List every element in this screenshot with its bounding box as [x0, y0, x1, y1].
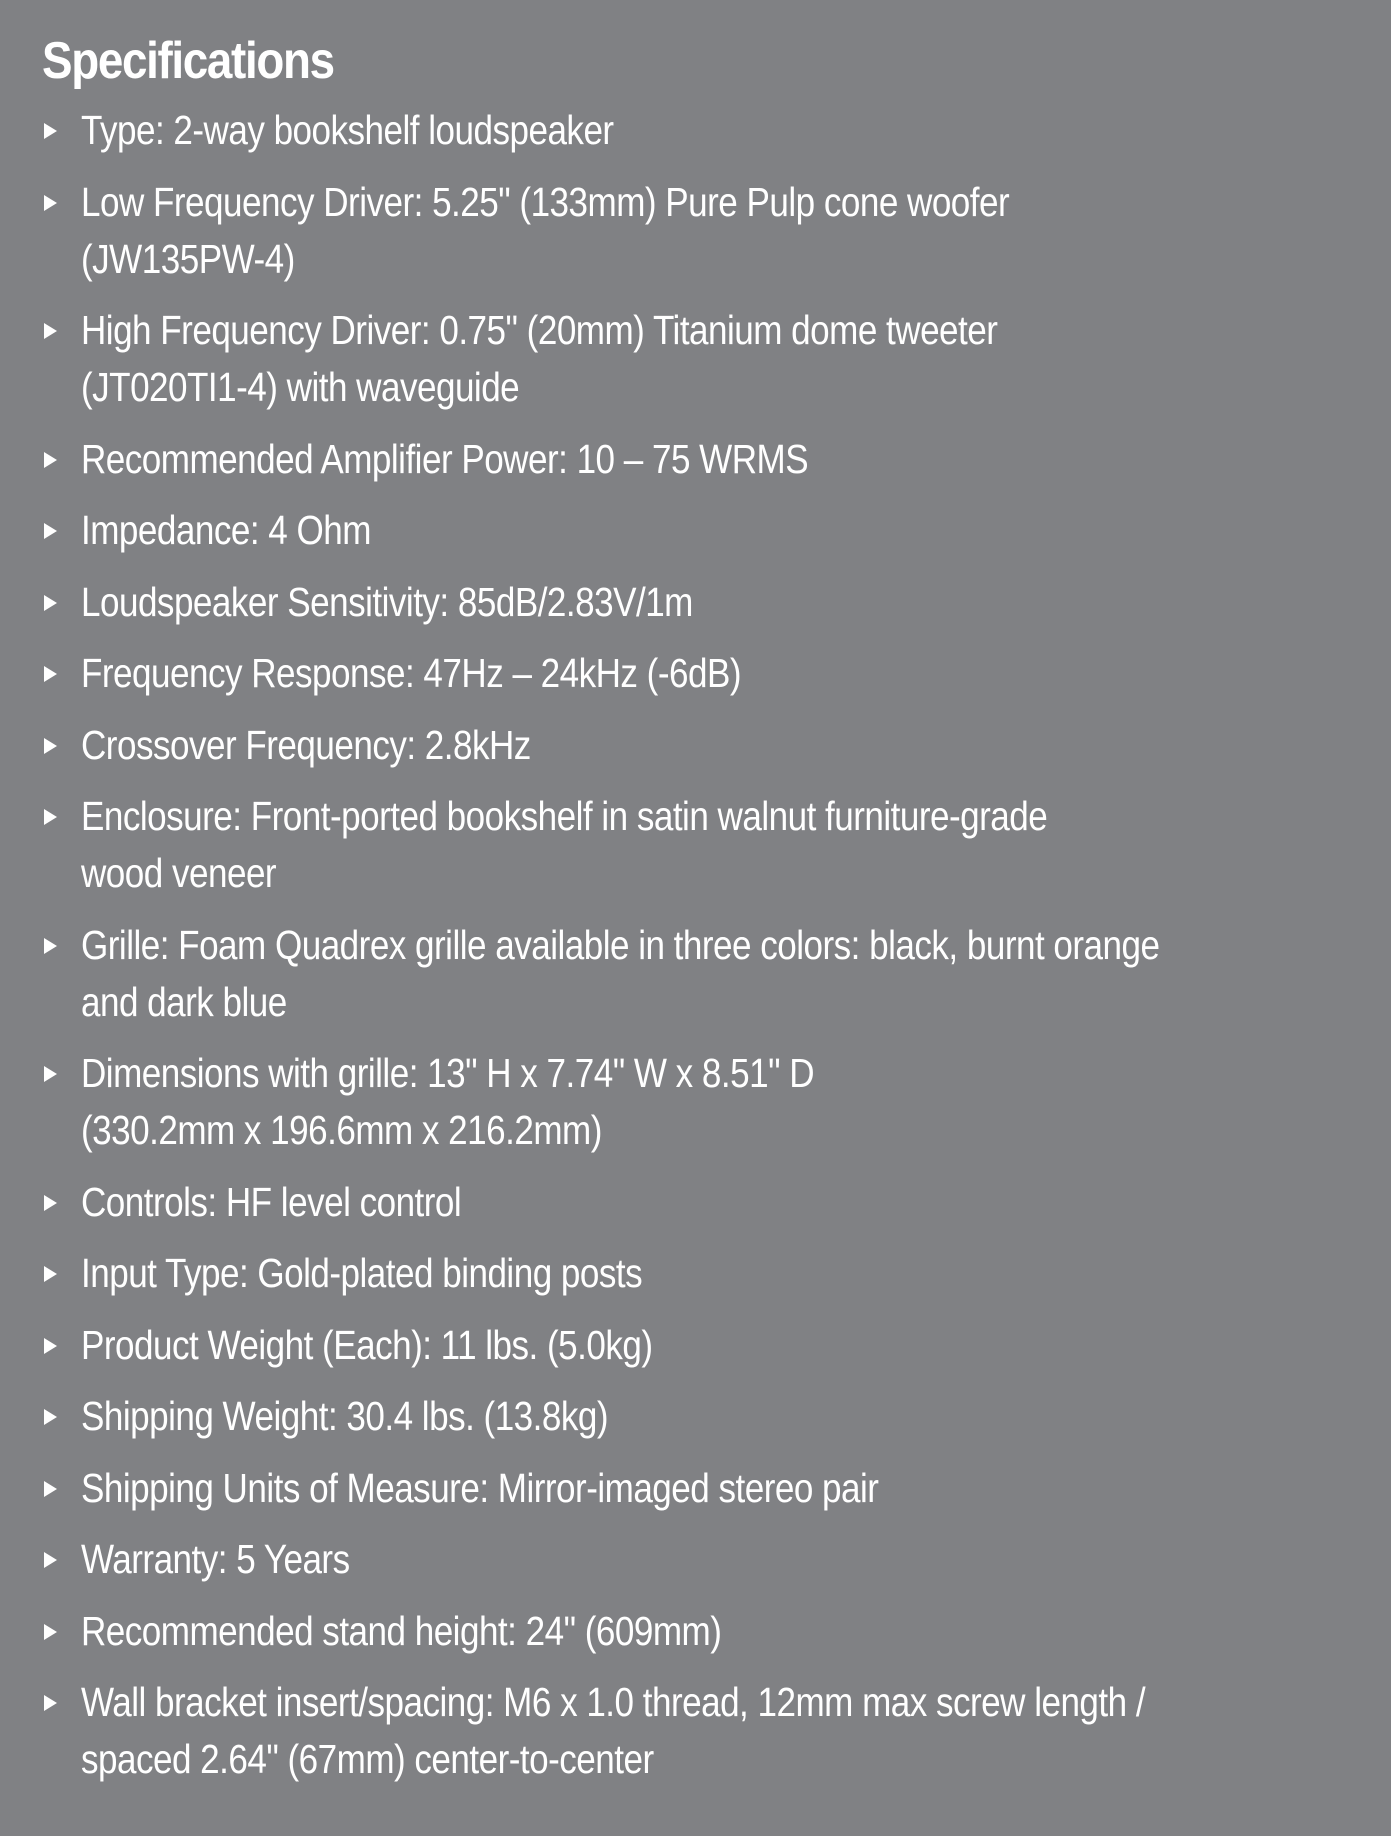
spec-text: [81, 645, 1141, 702]
spec-item: [42, 1174, 1351, 1231]
triangle-right-icon: [44, 666, 57, 682]
spec-line: (330.2mm x 196.6mm x 216.2mm): [81, 1107, 602, 1153]
triangle-right-icon: [44, 523, 57, 539]
spec-text: [81, 717, 1141, 774]
triangle-right-icon: [44, 809, 57, 825]
spec-text: [81, 1317, 1141, 1374]
spec-line: Enclosure: Front-ported bookshelf in satin walnut furniture-grade: [81, 793, 1048, 839]
spec-item: [42, 1603, 1351, 1660]
triangle-right-icon: [44, 1338, 57, 1354]
spec-text: [81, 302, 1141, 416]
spec-item: [42, 302, 1351, 416]
spec-text: [81, 102, 1141, 159]
spec-line: Crossover Frequency: 2.8kHz: [81, 721, 531, 768]
spec-text: [81, 574, 1141, 631]
spec-line: Warranty: 5 Years: [81, 1536, 350, 1582]
triangle-right-icon: [44, 1066, 57, 1082]
triangle-right-icon: [44, 323, 57, 339]
spec-text: [81, 1245, 1141, 1302]
triangle-right-icon: [44, 1695, 57, 1711]
spec-line: Loudspeaker Sensitivity: 85dB/2.83V/1m: [81, 578, 693, 625]
spec-line: Frequency Response: 47Hz – 24kHz (-6dB): [81, 650, 741, 696]
spec-line: Dimensions with grille: 13" H x 7.74" W x 8.51" D: [81, 1050, 815, 1096]
spec-line: Recommended stand height: 24" (609mm): [81, 1607, 722, 1654]
spec-item: [42, 431, 1351, 488]
spec-item: [42, 1317, 1351, 1374]
spec-line: Type: 2-way bookshelf loudspeaker: [81, 107, 614, 153]
spec-text: [81, 1174, 1141, 1231]
spec-text: [81, 1603, 1141, 1660]
spec-item: [42, 1460, 1351, 1517]
page-title: Specifications: [42, 32, 334, 90]
spec-line: (JW135PW-4): [81, 235, 295, 282]
spec-line: spaced 2.64" (67mm) center-to-center: [81, 1736, 654, 1782]
triangle-right-icon: [44, 1624, 57, 1640]
spec-line: and dark blue: [81, 978, 287, 1025]
spec-line: (JT020TI1-4) with waveguide: [81, 364, 520, 410]
spec-line: Shipping Units of Measure: Mirror-imaged stereo pair: [81, 1464, 879, 1511]
spec-item: [42, 574, 1351, 631]
triangle-right-icon: [44, 1552, 57, 1568]
spec-line: Low Frequency Driver: 5.25" (133mm) Pure Pulp cone woofer: [81, 178, 1010, 225]
spec-line: Wall bracket insert/spacing: M6 x 1.0 thread, 12mm max screw length /: [81, 1679, 1146, 1725]
triangle-right-icon: [44, 123, 57, 139]
spec-line: Input Type: Gold-plated binding posts: [81, 1250, 643, 1296]
spec-line: Product Weight (Each): 11 lbs. (5.0kg): [81, 1321, 653, 1368]
spec-text: [81, 1045, 1141, 1159]
spec-item: [42, 917, 1351, 1031]
spec-text: [81, 788, 1141, 902]
triangle-right-icon: [44, 452, 57, 468]
spec-text: [81, 1460, 1141, 1517]
spec-text: [81, 1674, 1146, 1788]
spec-item: [42, 102, 1351, 159]
triangle-right-icon: [44, 595, 57, 611]
spec-item: [42, 1531, 1351, 1588]
triangle-right-icon: [44, 738, 57, 754]
triangle-right-icon: [44, 1409, 57, 1425]
triangle-right-icon: [44, 938, 57, 954]
spec-item: [42, 1388, 1351, 1445]
spec-item: [42, 788, 1351, 902]
spec-line: Shipping Weight: 30.4 lbs. (13.8kg): [81, 1393, 609, 1439]
spec-item: [42, 1045, 1351, 1159]
spec-line: Controls: HF level control: [81, 1178, 462, 1225]
spec-item: [42, 645, 1351, 702]
spec-item: [42, 717, 1351, 774]
spec-line: Recommended Amplifier Power: 10 – 75 WRMS: [81, 435, 809, 482]
triangle-right-icon: [44, 1481, 57, 1497]
spec-item: [42, 502, 1351, 559]
spec-list: [42, 102, 1351, 1788]
spec-text: [81, 431, 1141, 488]
spec-line: Impedance: 4 Ohm: [81, 507, 371, 553]
spec-line: Grille: Foam Quadrex grille available in three colors: black, burnt orange: [81, 921, 1160, 968]
triangle-right-icon: [44, 1195, 57, 1211]
spec-item: [42, 1674, 1351, 1788]
spec-item: [42, 174, 1351, 288]
spec-item: [42, 1245, 1351, 1302]
spec-text: [81, 502, 1141, 559]
spec-text: [81, 1531, 1141, 1588]
triangle-right-icon: [44, 1266, 57, 1282]
spec-text: [81, 174, 1141, 288]
spec-text: [81, 917, 1160, 1031]
spec-line: wood veneer: [81, 850, 277, 896]
triangle-right-icon: [44, 195, 57, 211]
spec-line: High Frequency Driver: 0.75" (20mm) Titanium dome tweeter: [81, 307, 998, 353]
spec-text: [81, 1388, 1141, 1445]
